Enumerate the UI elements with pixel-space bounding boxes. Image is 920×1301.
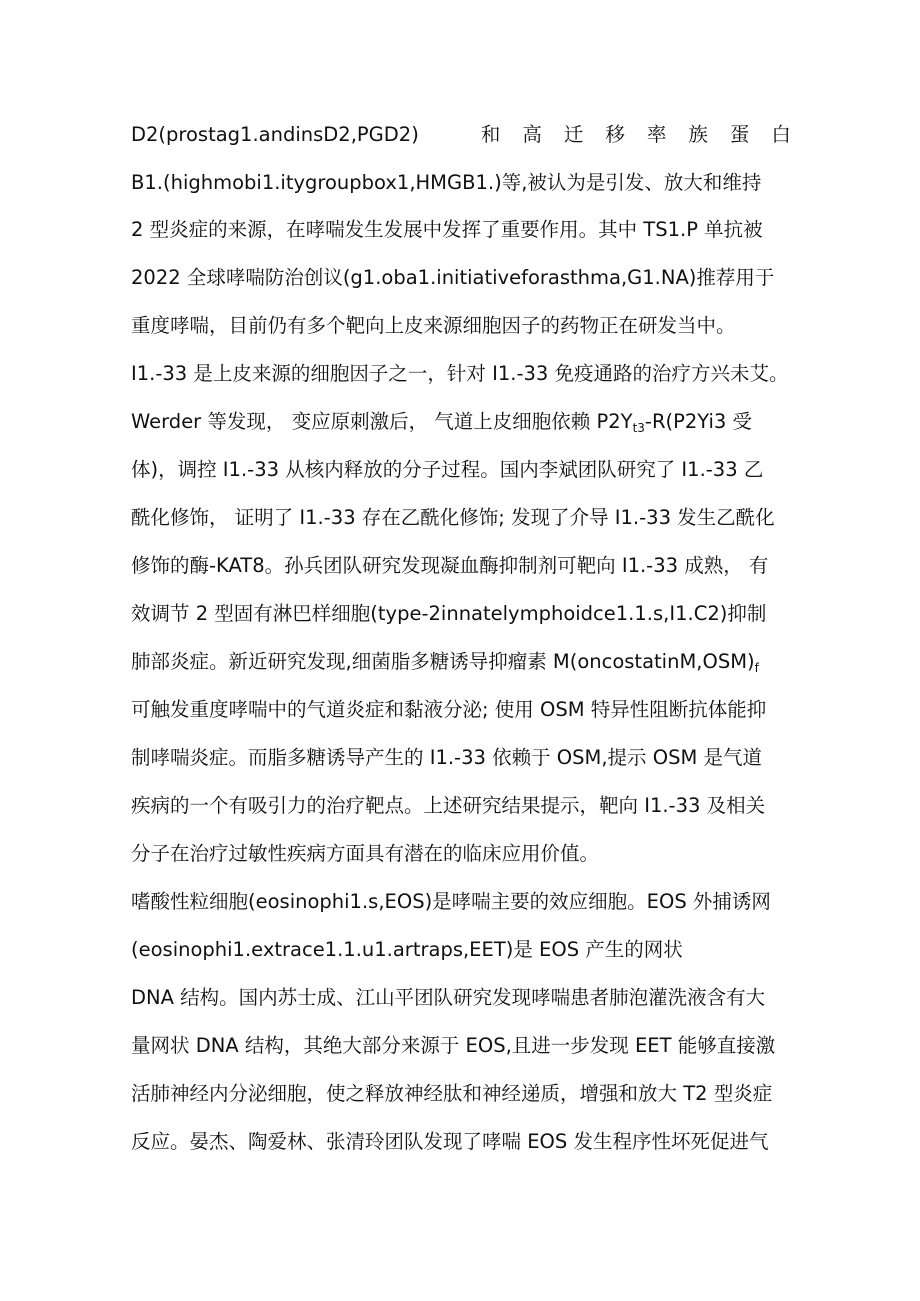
text-line: 效调节 2 型固有淋巴样细胞(type-2innatelymphoidce1.1.s,I1.C2)抑制: [131, 602, 767, 625]
text-line: 修饰的酶-KAT8。孙兵团队研究发现凝血酶抑制剂可靶向 I1.-33 成熟， 有: [131, 554, 769, 577]
text-line: (eosinophi1.extrace1.1.u1.artraps,EET)是 EOS 产生的网状: [131, 938, 683, 961]
text-char: 率: [646, 123, 667, 146]
text-segment: -R(P2Yi3 受: [644, 410, 753, 433]
text-line: [131, 648, 791, 676]
text-line: 疾病的一个有吸引力的治疗靶点。上述研究结果提示，靶向 I1.-33 及相关: [131, 794, 766, 817]
text-char: 迁: [563, 123, 584, 146]
text-line: 酰化修饰， 证明了 I1.-33 存在乙酰化修饰; 发现了介导 I1.-33 发生乙酰化: [131, 506, 775, 529]
text-char: 和: [480, 123, 501, 146]
text-line: 制哮喘炎症。而脂多糖诱导产生的 I1.-33 依赖于 OSM,提示 OSM 是气道: [131, 746, 762, 769]
text-line: 2 型炎症的来源，在哮喘发生发展中发挥了重要作用。其中 TS1.P 单抗被: [131, 218, 763, 241]
text-line: 量网状 DNA 结构，其绝大部分来源于 EOS,且进一步发现 EET 能够直接激: [131, 1034, 776, 1057]
text-segment: D2(prostag1.andinsD2,PGD2): [131, 123, 419, 146]
text-line: I1.-33 是上皮来源的细胞因子之一，针对 I1.-33 免疫通路的治疗方兴未艾。: [131, 362, 789, 385]
text-line: 2022 全球哮喘防治创议(g1.oba1.initiativeforasthma,G1.NA)推荐用于: [131, 266, 775, 289]
text-line: 反应。晏杰、陶爱林、张清玲团队发现了哮喘 EOS 发生程序性坏死促进气: [131, 1130, 769, 1153]
subscript: f: [754, 661, 759, 675]
text-segment: 肺部炎症。新近研究发现,细菌脂多糖诱导抑瘤素 M(oncostatinM,OSM): [131, 650, 755, 673]
text-line: 重度哮喘，目前仍有多个靶向上皮来源细胞因子的药物正在研发当中。: [131, 314, 736, 337]
text-line: 体)，调控 I1.-33 从核内释放的分子过程。国内李斌团队研究了 I1.-33 乙: [131, 458, 764, 481]
text-char: 移: [605, 123, 625, 146]
text-char: 白: [771, 123, 791, 146]
text-char: 族: [688, 123, 708, 146]
text-line: 嗜酸性粒细胞(eosinophi1.s,EOS)是哮喘主要的效应细胞。EOS 外捕诱网: [131, 890, 771, 913]
subscript: t3: [632, 421, 645, 435]
text-line: 分子在治疗过敏性疾病方面具有潜在的临床应用价值。: [131, 842, 600, 865]
text-char: 蛋: [729, 123, 750, 146]
text-segment: Werder 等发现， 变应原刺激后， 气道上皮细胞依赖 P2Y: [131, 410, 633, 433]
text-line: [131, 408, 791, 436]
text-line: 活肺神经内分泌细胞，使之释放神经肽和神经递质，增强和放大 T2 型炎症: [131, 1082, 773, 1105]
text-line: DNA 结构。国内苏士成、江山平团队研究发现哮喘患者肺泡灌洗液含有大: [131, 986, 766, 1009]
text-line: B1.(highmobi1.itygroupbox1,HMGB1.)等,被认为是引发、放大和维持: [131, 171, 762, 194]
text-line: 可触发重度哮喘中的气道炎症和黏液分泌; 使用 OSM 特异性阻断抗体能抑: [131, 698, 767, 721]
text-char: 高: [522, 123, 542, 146]
text-line: [131, 121, 791, 149]
